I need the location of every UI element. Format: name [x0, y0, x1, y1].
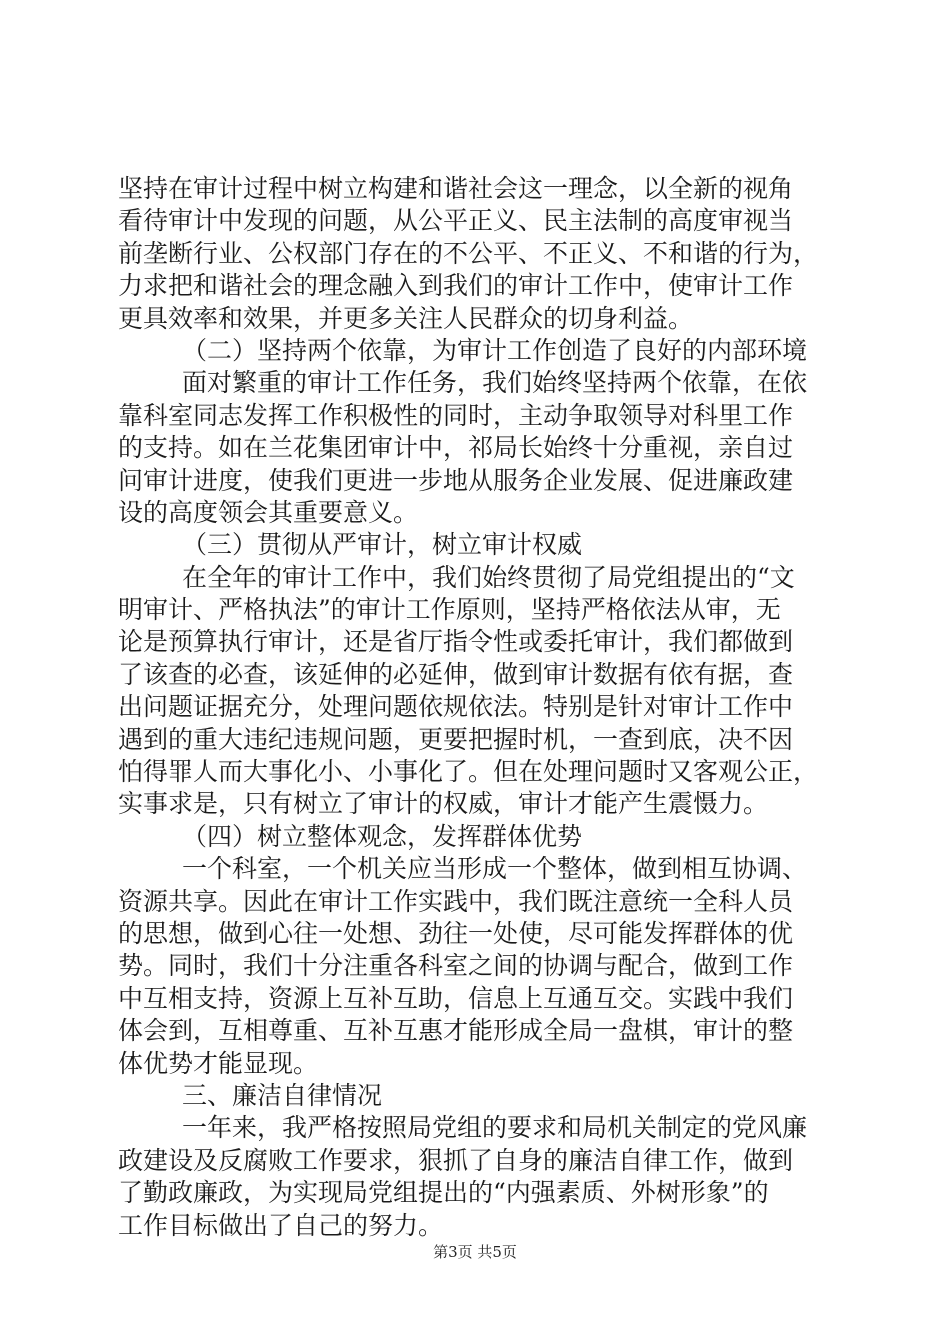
body-line: 遇到的重大违纪违规问题，更要把握时机，一查到底，决不因	[118, 724, 794, 754]
body-line: 体优势才能显现。	[118, 1048, 319, 1078]
section-heading: （二）坚持两个依靠，为审计工作创造了良好的内部环境	[182, 335, 808, 365]
body-line: 势。同时，我们十分注重各科室之间的协调与配合，做到工作	[118, 951, 794, 981]
body-line: 怕得罪人而大事化小、小事化了。但在处理问题时又客观公正，	[118, 757, 819, 787]
body-line: 靠科室同志发挥工作积极性的同时，主动争取领导对科里工作	[118, 400, 794, 430]
body-line: 工作目标做出了自己的努力。	[118, 1210, 444, 1240]
body-line: 坚持在审计过程中树立构建和谐社会这一理念，以全新的视角	[118, 174, 794, 203]
body-line: 在全年的审计工作中，我们始终贯彻了局党组提出的“文	[182, 562, 795, 592]
body-line: 了勤政廉政，为实现局党组提出的“内强素质、外树形象”的	[118, 1178, 769, 1208]
body-line: 政建设及反腐败工作要求，狠抓了自身的廉洁自律工作，做到	[118, 1145, 794, 1175]
body-line: 出问题证据充分，处理问题依规依法。特别是针对审计工作中	[118, 692, 794, 722]
body-line: 实事求是，只有树立了审计的权威，审计才能产生震慑力。	[118, 789, 769, 819]
body-line: 一年来，我严格按照局党组的要求和局机关制定的党风廉	[182, 1113, 808, 1143]
body-line: 明审计、严格执法”的审计工作原则，坚持严格依法从审，无	[118, 595, 781, 625]
body-line: 看待审计中发现的问题，从公平正义、民主法制的高度审视当	[118, 206, 794, 236]
page-footer: 第3页 共5页	[433, 1243, 517, 1261]
body-line: 设的高度领会其重要意义。	[118, 497, 419, 527]
body-line: 中互相支持，资源上互补互助，信息上互通互交。实践中我们	[118, 983, 794, 1013]
body-line: 了该查的必查，该延伸的必延伸，做到审计数据有依有据，查	[118, 659, 794, 689]
section-heading: （四）树立整体观念，发挥群体优势	[182, 821, 583, 851]
body-line: 力求把和谐社会的理念融入到我们的审计工作中，使审计工作	[118, 271, 794, 301]
body-line: 面对繁重的审计工作任务，我们始终坚持两个依靠，在依	[182, 368, 808, 398]
body-line: 问审计进度，使我们更进一步地从服务企业发展、促进廉政建	[118, 465, 794, 495]
document-body	[118, 173, 834, 1242]
body-line: 资源共享。因此在审计工作实践中，我们既注意统一全科人员	[118, 886, 794, 916]
body-line: 的支持。如在兰花集团审计中，祁局长始终十分重视，亲自过	[118, 433, 794, 463]
section-heading: （三）贯彻从严审计，树立审计权威	[182, 530, 583, 560]
body-line: 体会到，互相尊重、互补互惠才能形成全局一盘棋，审计的整	[118, 1016, 794, 1046]
body-line: 论是预算执行审计，还是省厅指令性或委托审计，我们都做到	[118, 627, 794, 657]
section-heading: 三、廉洁自律情况	[182, 1080, 383, 1110]
body-line: 更具效率和效果，并更多关注人民群众的切身利益。	[118, 303, 694, 333]
body-line: 的思想，做到心往一处想、劲往一处使，尽可能发挥群体的优	[118, 918, 794, 948]
body-line: 一个科室，一个机关应当形成一个整体，做到相互协调、	[182, 854, 808, 884]
body-line: 前垄断行业、公权部门存在的不公平、不正义、不和谐的行为，	[118, 238, 819, 268]
